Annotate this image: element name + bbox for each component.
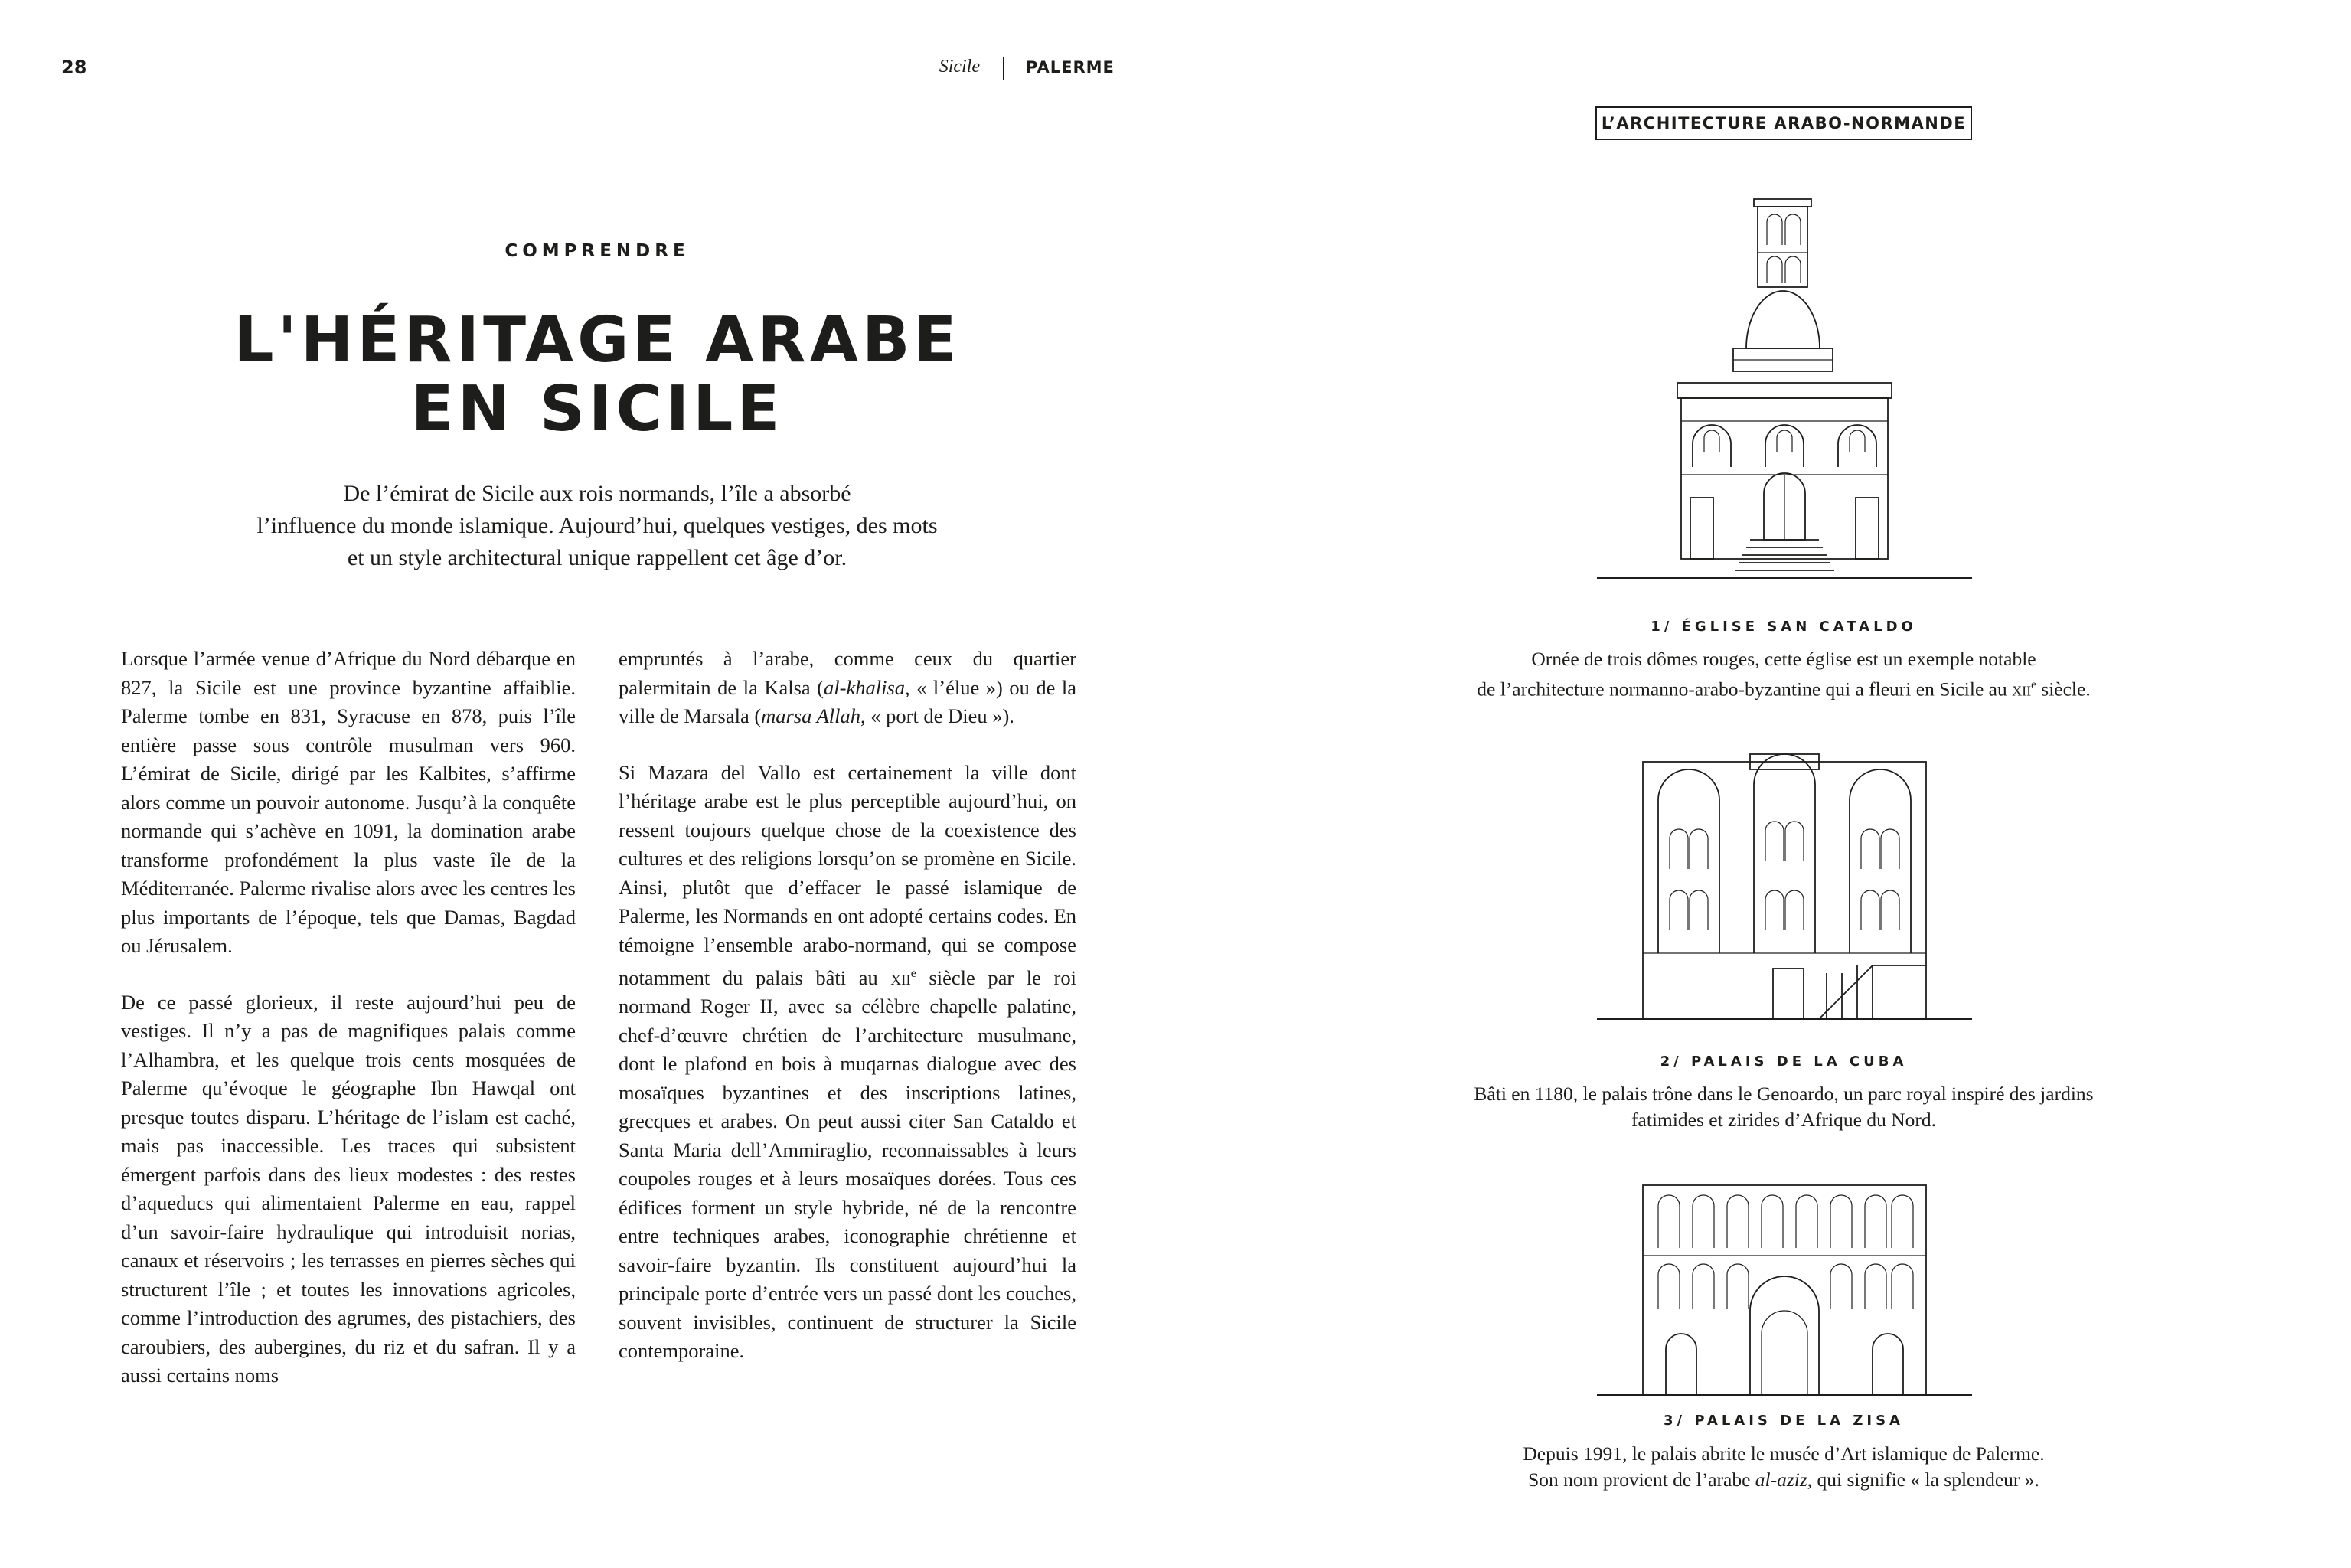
arabic-term: al-aziz xyxy=(1755,1468,1807,1491)
arabic-term: marsa Allah xyxy=(761,704,860,727)
la-zisa-drawing xyxy=(1597,1179,1972,1401)
running-head-divider xyxy=(1003,57,1004,80)
article-title xyxy=(138,306,1056,444)
standfirst-line-2: l’influence du monde islamique. Aujourd’hui, quelques vestiges, des mots xyxy=(256,513,938,538)
article-title-line-1: L'HÉRITAGE ARABE xyxy=(233,304,961,377)
running-head xyxy=(903,54,1148,84)
body-paragraph: De ce passé glorieux, il reste aujourd’hui peu de vestiges. Il n’y a pas de magnifiques palais comme l’Alhambra, et les quelque trois cents mosquées de Palerme qu’évoque le géographe Ibn Hawqal ont presque toutes disparu. L’héritage de l’islam est caché, mais pas inaccessible. Les traces qui subsistent émergent parfois dans des lieux modestes : des restes d’aqueducs qui alimentaient Palerme en eau, rappel d’un savoir-faire hydraulique qui introduisit norias, canaux et réservoirs ; les terrasses en pierres sèches qui structurent l’île ; et toutes les innovations agricoles, comme l’introduction des agrumes, des pistachiers, des caroubiers, des aubergines, du riz et du safran. Il y a aussi certains noms xyxy=(121,990,576,1387)
caption-title: 2/ PALAIS DE LA CUBA xyxy=(1660,1054,1908,1070)
body-column-1 xyxy=(121,645,576,1418)
san-cataldo-drawing xyxy=(1597,191,1972,586)
body-column-2 xyxy=(619,645,1076,1393)
standfirst-line-1: De l’émirat de Sicile aux rois normands, l’île a absorbé xyxy=(343,481,851,506)
caption-title: 3/ PALAIS DE LA ZISA xyxy=(1664,1413,1904,1429)
sidebar-tag: L’ARCHITECTURE ARABO-NORMANDE xyxy=(1595,106,1972,140)
section-kicker: COMPRENDRE xyxy=(504,241,690,261)
century-numeral: xii xyxy=(890,965,911,989)
article-title-line-2: EN SICILE xyxy=(410,373,784,446)
page-number: 28 xyxy=(61,57,87,78)
standfirst-line-3: et un style architectural unique rappellent cet âge d’or. xyxy=(347,545,847,570)
arabic-term: al-khalisa xyxy=(824,675,906,699)
body-paragraph: Lorsque l’armée venue d’Afrique du Nord débarque en 827, la Sicile est une province byzantine affaiblie. Palerme tombe en 831, Syracuse en 878, puis l’île entière passe sous contrôle musulman vers 960. L’émirat de Sicile, dirigé par les Kalbites, s’affirme alors comme un pouvoir autonome. Jusqu’à la conquête normande qui s’achève en 1091, la domination arabe transforme profondément la plus vaste île de la Méditerranée. Palerme rivalise alors avec les centres les plus importants de l’époque, tels que Damas, Bagdad ou Jérusalem. xyxy=(121,647,576,957)
caption-text: Bâti en 1180, le palais trône dans le Genoardo, un parc royal inspiré des jardins fatimides et zirides d’Afrique du Nord. xyxy=(1474,1083,2094,1131)
caption-title: 1/ ÉGLISE SAN CATALDO xyxy=(1651,619,1917,635)
la-cuba-drawing xyxy=(1597,746,1972,1025)
standfirst xyxy=(176,478,1018,574)
running-head-section: Sicile xyxy=(939,57,980,77)
body-paragraph: Si Mazara del Vallo est certainement la ville dont l’héritage arabe est le plus perceptible aujourd’hui, on ressent toujours quelque chose de la coexistence des cultures et des religions lorsqu’on se promène en Sicile. Ainsi, plutôt que d’effacer le passé islamique de Palerme, les Normands en ont adopté certains codes. En témoigne l’ensemble arabo-normand, qui se compose notamment du palais bâti au xii$^e$ siècle par le roi normand Roger II, avec sa célèbre chapelle palatine, chef-d’œuvre chrétien de l’architecture musulmane, dont le plafond en bois à muqarnas dialogue avec des mosaïques byzantines et des inscriptions latines, grecques et arabes. On peut aussi citer San Cataldo et Santa Maria dell’Ammiraglio, reconnaissables à leurs coupoles rouges et à leurs mosaïques dorées. Tous ces édifices forment un style hybride, né de la rencontre entre techniques arabes, iconographie chrétienne et savoir-faire byzantin. Ils constituent aujourd’hui la principale porte d’entrée vers un passé dont les couches, souvent invisibles, continuent de structurer la Sicile contemporaine. xyxy=(619,760,1076,1363)
caption-text: Ornée de trois dômes rouges, cette église est un exemple notable de l’architecture normanno-arabo-byzantine qui a fleuri en Sicile au xii$^e$ siècle. xyxy=(1477,648,2091,701)
century-numeral: xii xyxy=(2012,678,2032,701)
running-head-chapter: PALERME xyxy=(1026,58,1115,77)
body-paragraph: empruntés à l’arabe, comme ceux du quartier palermitain de la Kalsa (al-khalisa, « l’élue ») ou de la ville de Marsala (marsa Allah, « port de Dieu »). xyxy=(619,647,1076,727)
caption-text: Depuis 1991, le palais abrite le musée d’Art islamique de Palerme. Son nom provient de l’arabe al-aziz, qui signifie « la splendeur ». xyxy=(1523,1442,2045,1491)
